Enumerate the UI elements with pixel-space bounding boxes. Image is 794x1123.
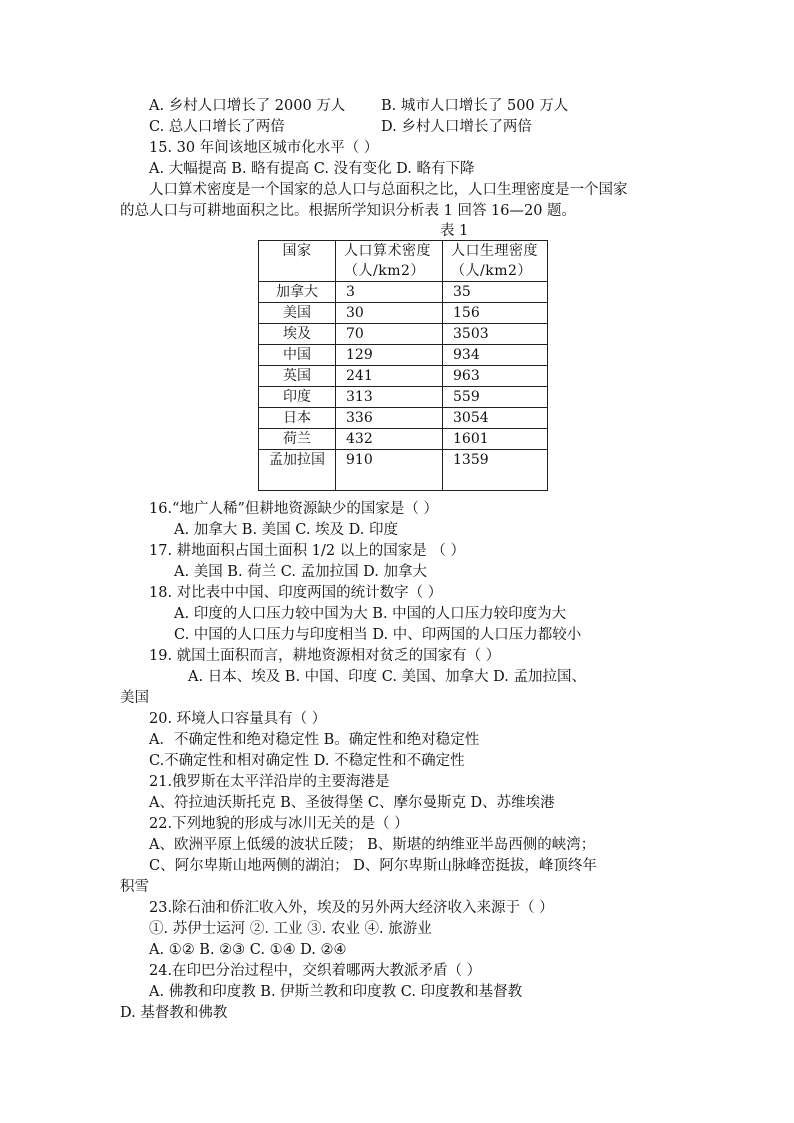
question-17: 17. 耕地面积占国土面积 1/2 以上的国家是 （ ） [149,543,465,559]
cell-physiological: 35 [443,282,548,303]
question-15: 15. 30 年间该地区城市化水平（ ） [149,140,379,156]
question-18: 18. 对比表中中国、印度两国的统计数字（ ） [149,585,443,601]
question-24-options: A. 佛教和印度教 B. 伊斯兰教和印度教 C. 印度教和基督教 [149,984,523,1000]
cell-country: 荷兰 [259,429,336,450]
cell-country: 孟加拉国 [259,450,336,491]
question-18-options-cd: C. 中国的人口压力与印度相当 D. 中、印两国的人口压力都较小 [174,627,582,643]
cell-country: 日本 [259,408,336,429]
cell-physiological: 934 [443,345,548,366]
question-18-options-ab: A. 印度的人口压力较中国为大 B. 中国的人口压力较印度为大 [174,606,567,622]
question-16: 16.“地广人稀”但耕地资源缺少的国家是（ ） [149,501,438,517]
q14-option-d: D. 乡村人口增长了两倍 [381,119,532,135]
cell-arithmetic: 336 [336,408,443,429]
density-table [258,240,548,491]
q14-option-a: A. 乡村人口增长了 2000 万人 [149,98,346,114]
cell-country: 英国 [259,366,336,387]
header-physiological-density: 人口生理密度（人/km2） [443,241,548,282]
table-row [259,282,548,303]
header-arithmetic-density: 人口算术密度（人/km2） [336,241,443,282]
question-19: 19. 就国土面积而言，耕地资源相对贫乏的国家有（ ） [149,648,501,664]
question-20-options-cd: C.不确定性和相对确定性 D. 不稳定性和不确定性 [149,753,465,769]
table-row [259,324,548,345]
cell-arithmetic: 30 [336,303,443,324]
table-row [259,387,548,408]
intro-paragraph-line-1: 人口算术密度是一个国家的总人口与总面积之比，人口生理密度是一个国家 [149,182,628,198]
cell-country: 美国 [259,303,336,324]
question-16-options: A. 加拿大 B. 美国 C. 埃及 D. 印度 [174,522,399,538]
question-21-options: A、符拉迪沃斯托克 B、圣彼得堡 C、摩尔曼斯克 D、苏维埃港 [149,795,555,811]
table-header-row [259,241,548,282]
table-row [259,408,548,429]
q14-option-c: C. 总人口增长了两倍 [149,119,285,135]
cell-physiological: 3054 [443,408,548,429]
cell-physiological: 156 [443,303,548,324]
question-22-options-ab: A、欧洲平原上低缓的波状丘陵； B、斯堪的纳维亚半岛西侧的峡湾； [149,837,596,853]
cell-physiological: 1359 [443,450,548,491]
question-22-options-cd: C、阿尔卑斯山地两侧的湖泊； D、阿尔卑斯山脉峰峦挺拔，峰顶终年 [149,858,597,874]
header-country: 国家 [259,241,336,282]
question-22-options-wrap: 积雪 [120,879,149,895]
cell-arithmetic: 129 [336,345,443,366]
table-caption: 表 1 [440,223,469,239]
intro-paragraph-line-2: 的总人口与可耕地面积之比。根据所学知识分析表 1 回答 16—20 题。 [120,203,577,219]
question-20: 20. 环境人口容量具有（ ） [149,711,327,727]
table-row [259,345,548,366]
question-23-items: ①. 苏伊士运河 ②. 工业 ③. 农业 ④. 旅游业 [149,921,432,937]
question-15-options: A. 大幅提高 B. 略有提高 C. 没有变化 D. 略有下降 [149,161,475,177]
table-row [259,429,548,450]
question-24-options-wrap: D. 基督教和佛教 [120,1005,228,1021]
question-24: 24.在印巴分治过程中，交织着哪两大教派矛盾（ ） [149,963,482,979]
table-row [259,450,548,491]
cell-arithmetic: 3 [336,282,443,303]
cell-arithmetic: 313 [336,387,443,408]
table-row [259,303,548,324]
cell-country: 加拿大 [259,282,336,303]
cell-physiological: 963 [443,366,548,387]
cell-physiological: 1601 [443,429,548,450]
cell-arithmetic: 70 [336,324,443,345]
table-row [259,366,548,387]
cell-arithmetic: 241 [336,366,443,387]
cell-physiological: 3503 [443,324,548,345]
q14-option-b: B. 城市人口增长了 500 万人 [381,98,569,114]
question-22: 22.下列地貌的形成与冰川无关的是（ ） [149,816,409,832]
question-17-options: A. 美国 B. 荷兰 C. 孟加拉国 D. 加拿大 [174,564,428,580]
cell-country: 埃及 [259,324,336,345]
question-19-options-wrap: 美国 [120,690,149,706]
cell-arithmetic: 910 [336,450,443,491]
question-23: 23.除石油和侨汇收入外，埃及的另外两大经济收入来源于（ ） [149,900,554,916]
cell-country: 中国 [259,345,336,366]
question-20-options-ab: A．不确定性和绝对稳定性 B。确定性和绝对稳定性 [149,732,480,748]
cell-arithmetic: 432 [336,429,443,450]
cell-physiological: 559 [443,387,548,408]
question-19-options: A. 日本、埃及 B. 中国、印度 C. 美国、加拿大 D. 孟加拉国、 [188,669,587,685]
question-21: 21.俄罗斯在太平洋沿岸的主要海港是 [149,774,390,790]
question-23-options: A. ①② B. ②③ C. ①④ D. ②④ [149,942,347,958]
cell-country: 印度 [259,387,336,408]
